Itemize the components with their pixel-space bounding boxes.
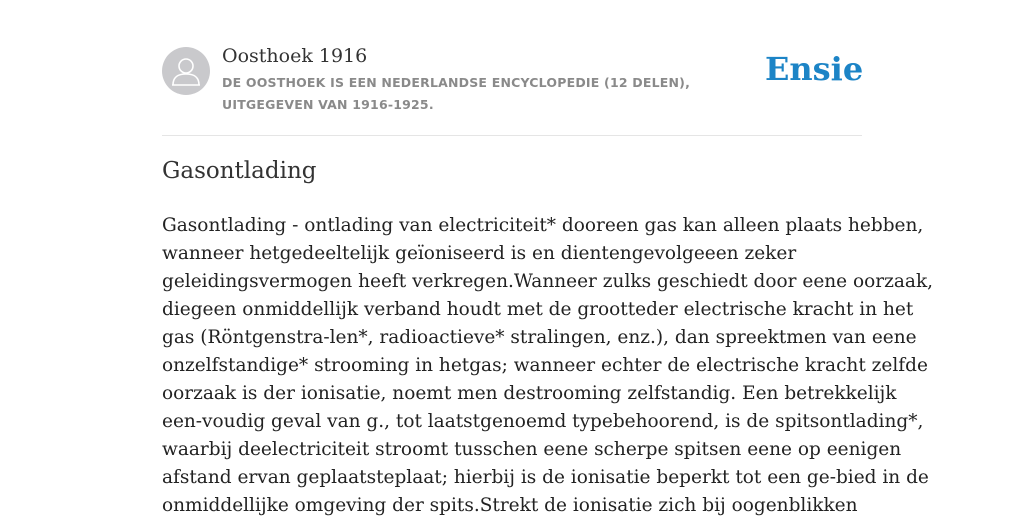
- entry-body-line: wanneer hetgedeeltelijk geïoniseerd is en dientengevolgeeen zeker: [162, 243, 797, 264]
- entry-body-line: Gasontlading - ontlading van electriciteit* dooreen gas kan alleen plaats hebben,: [162, 215, 924, 236]
- entry-body-line: waarbij deelectriciteit stroomt tusschen eene scherpe spitsen eene op eenigen: [162, 439, 902, 460]
- entry-body-line: onmiddellijke omgeving der spits.Strekt de ionisatie zich bij oogenblikken: [162, 495, 858, 516]
- header-divider: [162, 135, 862, 136]
- entry-body-line: een-voudig geval van g., tot laatstgenoemd typebehoorend, is de spitsontlading*,: [162, 411, 924, 432]
- ensie-logo[interactable]: Ensie: [765, 50, 864, 88]
- entry-body-line: geleidingsvermogen heeft verkregen.Wanneer zulks geschiedt door eene oorzaak,: [162, 271, 934, 292]
- entry-body-line: gas (Röntgenstra-len*, radioactieve* stralingen, enz.), dan spreektmen van eene: [162, 327, 917, 348]
- user-placeholder-icon: [162, 47, 210, 95]
- avatar: [162, 47, 210, 95]
- entry-body-line: afstand ervan geplaatsteplaat; hierbij is de ionisatie beperkt tot een ge-bied in de: [162, 467, 929, 488]
- entry-body-line: diegeen onmiddellijk verband houdt met de grootteder electrische kracht in het: [162, 299, 914, 320]
- entry-body-line: onzelfstandige* strooming in hetgas; wanneer echter de electrische kracht zelfde: [162, 355, 928, 376]
- entry-body: [162, 212, 934, 520]
- entry-title: Gasontlading: [162, 158, 317, 184]
- source-title[interactable]: Oosthoek 1916: [222, 45, 368, 67]
- source-description: DE OOSTHOEK IS EEN NEDERLANDSE ENCYCLOPEDIE (12 DELEN), UITGEGEVEN VAN 1916-1925.: [222, 75, 691, 112]
- entry-body-line: oorzaak is der ionisatie, noemt men destrooming zelfstandig. Een betrekkelijk: [162, 383, 897, 404]
